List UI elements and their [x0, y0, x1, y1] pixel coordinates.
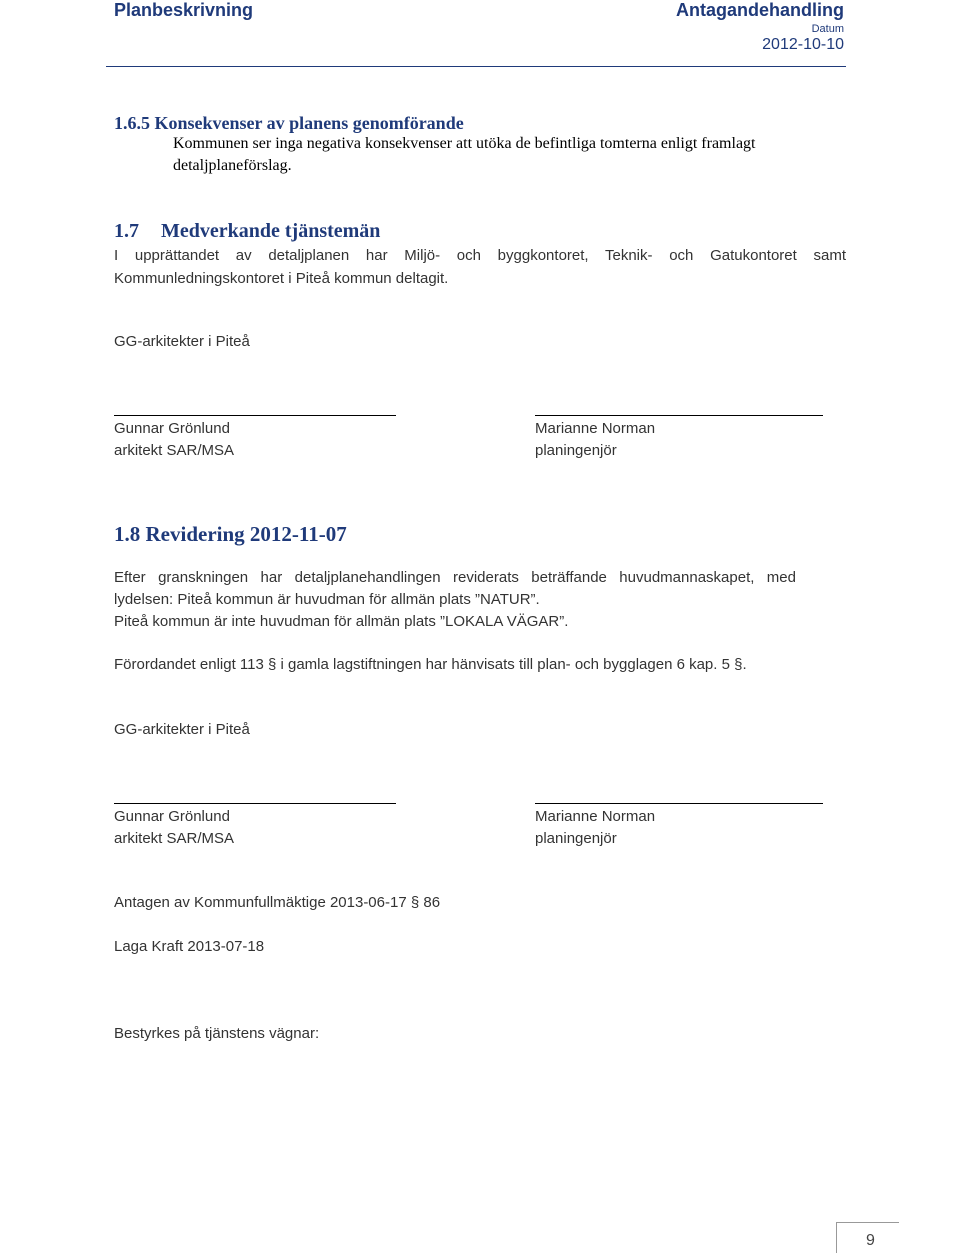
signer-right-title: planingenjör [535, 442, 617, 459]
section-17-line-1: I upprättandet av detaljplanen har Miljö- och byggkontoret, Teknik- och Gatukontoret samt [114, 247, 846, 264]
signer-right-name: Marianne Norman [535, 420, 656, 437]
firm-name: GG-arkitekter i Piteå [114, 721, 250, 738]
legal-force-note: Laga Kraft 2013-07-18 [114, 938, 265, 955]
section-18-line-4: Förordandet enligt 113 § i gamla lagstiftningen har hänvisats till plan- och bygglagen 6 kap. 5 §. [114, 656, 747, 673]
signer-left-title: arkitekt SAR/MSA [114, 442, 235, 459]
section-18-line-3: Piteå kommun är inte huvudman för allmän plats ”LOKALA VÄGAR”. [114, 613, 569, 630]
document-status-title: Antagandehandling [676, 0, 844, 20]
signer-left-title: arkitekt SAR/MSA [114, 830, 235, 847]
section-18-line-1: Efter granskningen har detaljplanehandlingen reviderats beträffande huvudmannaskapet, med [114, 569, 796, 586]
section-18-line-2: lydelsen: Piteå kommun är huvudman för allmän plats ”NATUR”. [114, 591, 540, 608]
section-165-line-1: Kommunen ser inga negativa konsekvenser att utöka de befintliga tomterna enligt framlagt [173, 135, 756, 152]
signature-line-right [535, 803, 823, 804]
date-value: 2012-10-10 [762, 36, 844, 53]
date-label: Datum [811, 23, 844, 35]
section-18-heading: 1.8 Revidering 2012-11-07 [114, 522, 347, 546]
signature-line-left [114, 803, 396, 804]
section-17-number: 1.7 [114, 220, 139, 242]
header-divider [106, 66, 846, 67]
firm-name: GG-arkitekter i Piteå [114, 333, 250, 350]
certification-note: Bestyrkes på tjänstens vägnar: [114, 1025, 320, 1042]
signer-right-name: Marianne Norman [535, 808, 656, 825]
section-17-line-2: Kommunledningskontoret i Piteå kommun deltagit. [114, 270, 449, 287]
section-17-title: Medverkande tjänstemän [161, 220, 381, 242]
adoption-note: Antagen av Kommunfullmäktige 2013-06-17 § 86 [114, 894, 441, 911]
document-type-title: Planbeskrivning [114, 0, 254, 20]
signer-right-title: planingenjör [535, 830, 617, 847]
signature-line-right [535, 415, 823, 416]
section-165-heading: 1.6.5 Konsekvenser av planens genomförande [114, 113, 464, 133]
page-number: 9 [866, 1232, 875, 1249]
signature-line-left [114, 415, 396, 416]
signer-left-name: Gunnar Grönlund [114, 808, 230, 825]
signer-left-name: Gunnar Grönlund [114, 420, 230, 437]
section-165-line-2: detaljplaneförslag. [173, 157, 292, 174]
